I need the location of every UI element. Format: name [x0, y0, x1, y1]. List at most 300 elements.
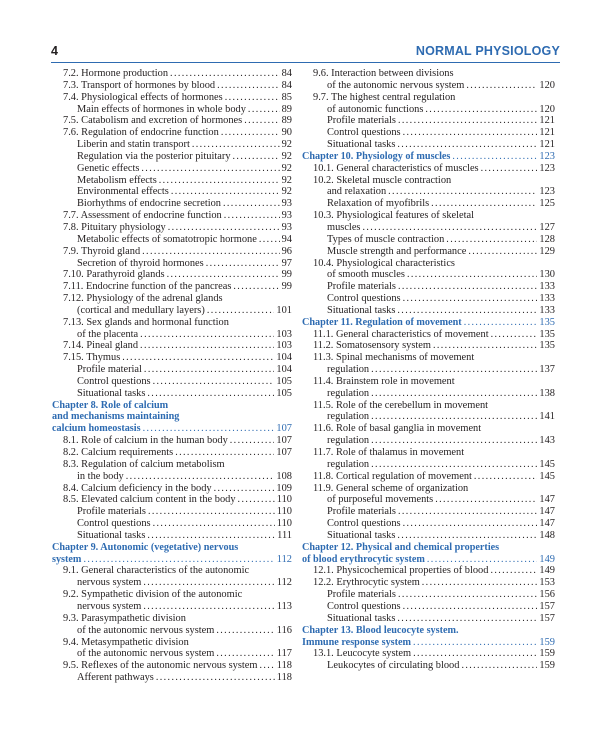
toc-page-number: 94 [281, 233, 292, 245]
toc-entry[interactable] [77, 577, 292, 589]
toc-entry-title: Chapter 10. Physiology of muscles [302, 150, 451, 162]
toc-chapter-entry[interactable] [52, 423, 292, 435]
toc-entry[interactable] [327, 435, 555, 447]
dot-leader [490, 565, 537, 577]
toc-entry-title: 7.3. Transport of hormones by blood [63, 79, 216, 91]
toc-page-number: 109 [276, 482, 292, 494]
toc-entry-title: Metabolism effects [77, 174, 157, 186]
toc-entry[interactable] [327, 80, 555, 92]
toc-chapter-entry[interactable] [52, 542, 292, 554]
toc-entry[interactable] [77, 258, 292, 270]
dot-leader [207, 305, 275, 317]
toc-entry-title: Control questions [327, 518, 401, 530]
toc-page-number: 147 [539, 506, 555, 518]
toc-page-number: 145 [539, 470, 555, 482]
toc-entry-title: Chapter 11. Regulation of movement [302, 316, 462, 328]
toc-entry-title: Profile materials [327, 589, 396, 601]
toc-chapter-entry[interactable] [52, 554, 292, 566]
toc-page-number: 110 [276, 506, 292, 518]
toc-entry-title: 9.7. The highest central regulation [313, 91, 456, 103]
toc-chapter-entry[interactable] [302, 542, 555, 554]
dot-leader [216, 648, 274, 660]
toc-entry[interactable] [313, 648, 555, 660]
toc-entry-title: 7.10. Parathyroid glands [63, 269, 165, 281]
toc-entry-title: Profile material [77, 364, 142, 376]
toc-page-number: 157 [539, 612, 555, 624]
toc-entry[interactable] [77, 625, 292, 637]
dot-leader [407, 269, 537, 281]
toc-entry-title: 11.4. Brainstem role in movement [313, 375, 455, 387]
toc-entry-title: Afferent pathways [77, 672, 154, 684]
dot-leader [446, 234, 537, 246]
toc-entry[interactable] [77, 506, 292, 518]
toc-page-number: 116 [276, 624, 292, 636]
toc-page-number: 107 [276, 447, 292, 458]
toc-entry[interactable] [327, 364, 555, 376]
toc-page-number: 156 [539, 589, 555, 601]
toc-chapter-entry[interactable] [52, 411, 292, 423]
toc-page-number: 90 [281, 127, 292, 139]
toc-entry-title: 7.14. Pineal gland [63, 340, 139, 352]
toc-entry[interactable] [313, 68, 555, 80]
toc-entry[interactable] [327, 293, 555, 305]
toc-entry[interactable] [77, 104, 292, 116]
toc-entry-title: Situational tasks [327, 139, 396, 151]
toc-page-number: 103 [276, 340, 292, 352]
toc-entry-title: Immune response system [302, 636, 412, 648]
dot-leader [156, 672, 275, 684]
dot-leader [206, 258, 280, 270]
toc-entry-title: 7.8. Pituitary physiology [63, 221, 166, 233]
toc-page-number: 110 [276, 518, 292, 530]
dot-leader [466, 80, 537, 92]
toc-entry[interactable] [327, 139, 555, 151]
toc-entry-title: (cortical and medullary layers) [77, 304, 205, 316]
toc-entry[interactable] [63, 281, 292, 293]
toc-entry-title: Chapter 12. Physical and chemical properties [302, 541, 500, 553]
toc-page-number: 159 [539, 636, 555, 648]
toc-entry[interactable] [327, 222, 555, 234]
toc-entry-title: Control questions [77, 518, 151, 530]
toc-entry-title: 9.1. General characteristics of the autonomic [63, 565, 250, 577]
toc-entry-title: regulation [327, 411, 370, 423]
dot-leader [371, 459, 537, 471]
toc-entry[interactable] [327, 411, 555, 423]
toc-entry[interactable] [63, 483, 292, 495]
toc-entry[interactable] [327, 518, 555, 530]
toc-page-number: 93 [281, 210, 292, 222]
dot-leader [413, 648, 537, 660]
toc-entry[interactable] [313, 210, 555, 222]
toc-page-number: 107 [276, 435, 292, 447]
toc-entry[interactable] [327, 104, 555, 116]
toc-entry[interactable] [63, 589, 292, 601]
toc-entry[interactable] [313, 340, 555, 352]
toc-entry-title: nervous system [77, 600, 142, 612]
toc-entry[interactable] [327, 198, 555, 210]
toc-entry-title: 11.5. Role of the cerebellum in movement [313, 399, 489, 411]
toc-entry[interactable] [313, 400, 555, 412]
dot-leader [168, 222, 280, 234]
toc-entry-title: system [52, 553, 82, 565]
toc-entry[interactable] [63, 293, 292, 305]
toc-entry[interactable] [77, 530, 292, 542]
toc-entry[interactable] [77, 518, 292, 530]
toc-entry[interactable] [313, 352, 555, 364]
toc-entry[interactable] [313, 92, 555, 104]
toc-entry-title: 7.7. Assessment of endocrine function [63, 210, 222, 222]
dot-leader [259, 234, 280, 246]
toc-entry[interactable] [327, 613, 555, 625]
toc-page-number: 97 [281, 257, 292, 269]
running-title: NORMAL PHYSIOLOGY [415, 44, 560, 58]
toc-entry[interactable] [327, 281, 555, 293]
dot-leader [431, 198, 537, 210]
toc-entry[interactable] [313, 258, 555, 270]
dot-leader [474, 471, 538, 483]
toc-entry-title: 7.6. Regulation of endocrine function [63, 127, 219, 139]
toc-page-number: 147 [539, 494, 555, 506]
page-header [51, 44, 560, 62]
dot-leader [224, 210, 280, 222]
toc-entry-title: 11.8. Cortical regulation of movement [313, 470, 472, 482]
toc-entry-title: Profile materials [327, 506, 396, 518]
dot-leader [153, 518, 275, 530]
dot-leader [140, 329, 274, 341]
dot-leader [192, 139, 280, 151]
toc-page-number: 117 [276, 648, 292, 660]
toc-chapter-entry[interactable] [302, 554, 555, 566]
toc-entry[interactable] [313, 471, 555, 483]
dot-leader [398, 115, 537, 127]
toc-entry[interactable] [327, 246, 555, 258]
dot-leader [233, 151, 280, 163]
toc-page-number: 92 [281, 162, 292, 174]
toc-entry[interactable] [77, 163, 292, 175]
dot-leader [238, 494, 275, 506]
toc-entry-title: 12.2. Erythrocytic system [313, 577, 420, 589]
toc-entry-title: 9.2. Sympathetic division of the autonomic [63, 589, 243, 601]
toc-entry-title: 9.5. Reflexes of the autonomic nervous system [63, 660, 258, 672]
toc-entry-title: of the autonomic nervous system [77, 624, 215, 636]
toc-entry-title: 8.5. Elevated calcium content in the body [63, 494, 236, 506]
toc-chapter-entry[interactable] [302, 637, 555, 649]
toc-entry-title: Chapter 9. Autonomic (vegetative) nervous [52, 541, 239, 553]
toc-entry[interactable] [327, 269, 555, 281]
dot-leader [398, 589, 537, 601]
dot-leader [403, 518, 538, 530]
toc-entry-title: muscles [327, 221, 361, 233]
toc-entry[interactable] [63, 246, 292, 258]
toc-page-number: 137 [539, 364, 555, 376]
toc-page-number: 105 [276, 375, 292, 387]
toc-entry[interactable] [327, 506, 555, 518]
toc-entry-title: 10.4. Physiological characteristics [313, 257, 455, 269]
dot-leader [167, 269, 280, 281]
toc-entry-title: 9.6. Interaction between divisions [313, 68, 454, 79]
toc-page-number: 84 [281, 79, 292, 91]
toc-entry[interactable] [327, 186, 555, 198]
dot-leader [175, 447, 274, 459]
toc-entry[interactable] [313, 483, 555, 495]
toc-entry[interactable] [63, 447, 292, 459]
dot-leader [397, 613, 537, 625]
toc-entry[interactable] [77, 139, 292, 151]
toc-entry-title: Environmental effects [77, 186, 169, 198]
toc-page-number: 84 [281, 68, 292, 79]
toc-entry[interactable] [63, 115, 292, 127]
toc-entry-title: 11.2. Somatosensory system [313, 340, 431, 352]
toc-entry[interactable] [313, 447, 555, 459]
toc-entry[interactable] [327, 234, 555, 246]
toc-entry[interactable] [327, 115, 555, 127]
toc-entry-title: nervous system [77, 577, 142, 589]
toc-chapter-entry[interactable] [302, 625, 555, 637]
toc-page-number: 112 [276, 553, 292, 565]
toc-entry[interactable] [327, 494, 555, 506]
toc-page-number: 129 [539, 245, 555, 257]
toc-entry[interactable] [327, 388, 555, 400]
toc-page-number: 121 [539, 115, 555, 127]
toc-entry[interactable] [63, 459, 292, 471]
toc-entry-title: 8.3. Regulation of calcium metabolism [63, 458, 225, 470]
dot-leader [398, 506, 537, 518]
toc-page-number: 92 [281, 139, 292, 151]
toc-entry-title: 7.9. Thyroid gland [63, 245, 141, 257]
toc-entry[interactable] [313, 423, 555, 435]
toc-page-number: 123 [539, 162, 555, 174]
toc-entry[interactable] [313, 565, 555, 577]
toc-entry[interactable] [63, 352, 292, 364]
dot-leader [143, 577, 274, 589]
dot-leader [83, 554, 274, 566]
toc-entry-title: 7.15. Thymus [63, 352, 121, 364]
toc-entry[interactable] [63, 494, 292, 506]
toc-entry[interactable] [77, 234, 292, 246]
dot-leader [362, 222, 537, 234]
toc-page-number: 113 [276, 600, 292, 612]
toc-chapter-entry[interactable] [52, 400, 292, 412]
dot-leader [397, 139, 537, 151]
toc-entry[interactable] [327, 305, 555, 317]
toc-page-number: 99 [281, 281, 292, 293]
toc-entry[interactable] [77, 329, 292, 341]
toc-page-number: 123 [539, 186, 555, 198]
toc-entry-title: in the body [77, 470, 124, 482]
toc-page-number: 159 [539, 648, 555, 660]
dot-leader [403, 127, 538, 139]
toc-entry[interactable] [63, 92, 292, 104]
toc-entry-title: 11.6. Role of basal ganglia in movement [313, 423, 482, 435]
toc-entry[interactable] [63, 222, 292, 234]
toc-entry-title: 12.1. Physicochemical properties of blood [313, 565, 489, 577]
toc-page-number: 135 [539, 340, 555, 352]
toc-entry[interactable] [77, 376, 292, 388]
toc-entry-title: 8.1. Role of calcium in the human body [63, 435, 228, 447]
toc-page-number: 104 [276, 364, 292, 376]
toc-entry-title: Muscle strength and performance [327, 245, 467, 257]
toc-page-number: 135 [539, 328, 555, 340]
toc-page-number: 135 [539, 316, 555, 328]
toc-entry-title: 10.2. Skeletal muscle contraction [313, 174, 452, 186]
toc-entry[interactable] [63, 435, 292, 447]
toc-entry-title: calcium homeostasis [52, 423, 141, 435]
toc-entry[interactable] [313, 329, 555, 341]
toc-entry-title: 11.3. Spinal mechanisms of movement [313, 352, 475, 364]
toc-entry[interactable] [63, 127, 292, 139]
toc-page-number: 112 [276, 577, 292, 589]
toc-entry[interactable] [77, 648, 292, 660]
toc-page-number: 118 [276, 660, 292, 672]
toc-entry-title: Profile materials [327, 115, 396, 127]
dot-leader [468, 246, 537, 258]
header-rule [51, 62, 560, 63]
toc-entry-title: Types of muscle contraction [327, 233, 445, 245]
toc-page-number: 149 [539, 553, 555, 565]
toc-entry-title: 11.9. General scheme of organization [313, 482, 469, 494]
toc-entry[interactable] [77, 388, 292, 400]
toc-entry[interactable] [77, 601, 292, 613]
toc-entry-title: Situational tasks [327, 304, 396, 316]
toc-chapter-entry[interactable] [302, 317, 555, 329]
toc-entry-title: of blood erythrocytic system [302, 553, 425, 565]
toc-entry-title: Relaxation of myofibrils [327, 198, 430, 210]
dot-leader [371, 435, 537, 447]
toc-entry-title: regulation [327, 435, 370, 447]
toc-entry[interactable] [63, 210, 292, 222]
toc-page-number: 153 [539, 577, 555, 589]
toc-entry-title: 8.2. Calcium requirements [63, 447, 174, 458]
toc-entry[interactable] [77, 305, 292, 317]
dot-leader [147, 530, 275, 542]
toc-page-number: 92 [281, 186, 292, 198]
toc-page-number: 141 [539, 411, 555, 423]
toc-entry[interactable] [327, 660, 555, 672]
toc-entry[interactable] [327, 601, 555, 613]
dot-leader [143, 423, 275, 435]
toc-page-number: 93 [281, 198, 292, 210]
toc-entry-title: 7.5. Catabolism and excretion of hormones [63, 115, 243, 127]
dot-leader [388, 186, 537, 198]
dot-leader [147, 388, 274, 400]
dot-leader [260, 660, 275, 672]
toc-entry[interactable] [63, 660, 292, 672]
toc-page-number: 121 [539, 127, 555, 139]
dot-leader [452, 151, 537, 163]
toc-entry-title: regulation [327, 458, 370, 470]
toc-entry-title: Control questions [327, 127, 401, 139]
toc-entry-title: 7.11. Endocrine function of the pancreas [63, 281, 232, 293]
toc-entry[interactable] [77, 471, 292, 483]
dot-leader [244, 115, 279, 127]
toc-page-number: 159 [539, 660, 555, 672]
toc-entry[interactable] [63, 269, 292, 281]
toc-entry[interactable] [63, 565, 292, 577]
dot-leader [233, 281, 279, 293]
dot-leader [398, 281, 537, 293]
toc-chapter-entry[interactable] [302, 151, 555, 163]
dot-leader [140, 340, 274, 352]
toc-entry[interactable] [327, 589, 555, 601]
dot-leader [217, 80, 279, 92]
dot-leader [230, 435, 275, 447]
toc-entry-title: regulation [327, 364, 370, 376]
toc-entry[interactable] [77, 198, 292, 210]
toc-entry[interactable] [63, 68, 292, 80]
toc-entry-title: Situational tasks [327, 612, 396, 624]
dot-leader [403, 293, 538, 305]
dot-leader [126, 471, 275, 483]
toc-entry[interactable] [313, 163, 555, 175]
toc-page-number: 127 [539, 221, 555, 233]
toc-entry[interactable] [313, 175, 555, 187]
toc-entry-title: 10.1. General characteristics of muscles [313, 162, 479, 174]
toc-entry[interactable] [77, 151, 292, 163]
toc-page-number: 133 [539, 281, 555, 293]
toc-entry[interactable] [327, 127, 555, 139]
dot-leader [223, 198, 280, 210]
dot-leader [422, 577, 538, 589]
toc-entry-title: 11.7. Role of thalamus in movement [313, 447, 465, 458]
toc-right-column [302, 68, 555, 672]
dot-leader [141, 163, 279, 175]
toc-page-number: 118 [276, 672, 292, 684]
toc-entry-title: Situational tasks [77, 387, 146, 399]
dot-leader [171, 186, 280, 198]
toc-entry[interactable] [327, 459, 555, 471]
toc-entry[interactable] [77, 186, 292, 198]
toc-entry[interactable] [63, 613, 292, 625]
dot-leader [371, 411, 537, 423]
toc-page-number: 130 [539, 269, 555, 281]
toc-entry-title: 9.3. Parasympathetic division [63, 612, 186, 624]
toc-entry[interactable] [77, 672, 292, 684]
toc-page-number: 121 [539, 139, 555, 151]
toc-entry[interactable] [63, 317, 292, 329]
dot-leader [153, 376, 275, 388]
toc-entry-title: Profile materials [327, 281, 396, 293]
dot-leader [427, 554, 538, 566]
dot-leader [214, 483, 275, 495]
toc-entry-title: Leukocytes of circulating blood [327, 660, 460, 672]
toc-page-number: 125 [539, 198, 555, 210]
toc-entry[interactable] [327, 530, 555, 542]
toc-entry-title: Biorhythms of endocrine secretion [77, 198, 221, 210]
toc-entry-title: Profile materials [77, 506, 146, 518]
toc-entry-title: and relaxation [327, 186, 387, 198]
toc-entry[interactable] [63, 340, 292, 352]
toc-entry-title: Chapter 8. Role of calcium [52, 399, 169, 411]
toc-page-number: 110 [276, 494, 292, 506]
toc-page-number: 107 [276, 423, 292, 435]
toc-entry-title: 11.1. General characteristics of movement [313, 328, 489, 340]
toc-entry[interactable] [63, 80, 292, 92]
toc-entry-title: Secretion of thyroid hormones [77, 257, 204, 269]
toc-entry[interactable] [63, 637, 292, 649]
toc-entry-title: 7.4. Physiological effects of hormones [63, 91, 223, 103]
dot-leader [397, 305, 537, 317]
toc-page-number: 101 [276, 304, 292, 316]
dot-leader [433, 340, 537, 352]
toc-page-number: 99 [281, 269, 292, 281]
toc-entry[interactable] [313, 376, 555, 388]
toc-page-number: 92 [281, 150, 292, 162]
toc-entry[interactable] [77, 175, 292, 187]
toc-entry[interactable] [77, 364, 292, 376]
toc-entry-title: of the autonomic nervous system [327, 79, 465, 91]
toc-page-number: 120 [539, 103, 555, 115]
toc-entry[interactable] [313, 577, 555, 589]
